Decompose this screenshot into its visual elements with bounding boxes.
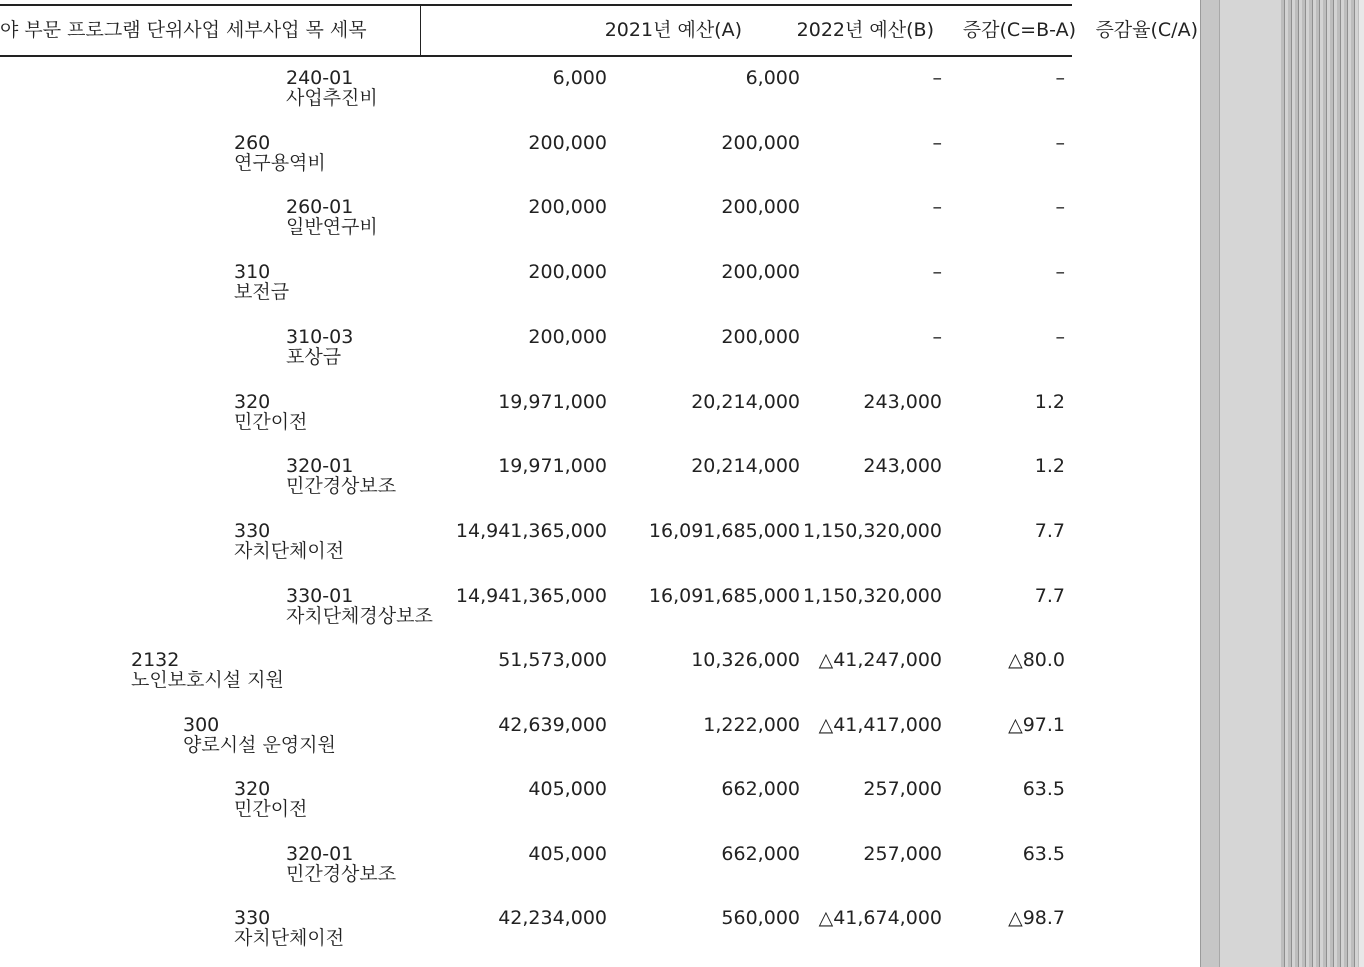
- value-2022: 1,222,000: [703, 714, 800, 736]
- table-row: [0, 456, 1072, 516]
- row-item-name: 민간이전: [234, 798, 308, 820]
- value-change: 243,000: [863, 391, 942, 413]
- value-change: 1,150,320,000: [802, 585, 942, 607]
- value-2022: 662,000: [721, 778, 800, 800]
- value-change-rate: △98.7: [1008, 907, 1065, 929]
- header-column-divider: [420, 4, 421, 56]
- panel-edge: [1359, 0, 1364, 967]
- value-2021: 19,971,000: [498, 391, 607, 413]
- value-2021: 51,573,000: [498, 649, 607, 671]
- row-item-name: 연구용역비: [234, 152, 326, 174]
- value-change-rate: 63.5: [1022, 778, 1065, 800]
- value-2022: 560,000: [721, 907, 800, 929]
- value-2021: 200,000: [528, 196, 607, 218]
- row-item-name: 민간경상보조: [286, 863, 397, 885]
- value-2021: 14,941,365,000: [455, 585, 607, 607]
- row-item-name: 양로시설 운영지원: [183, 734, 336, 756]
- table-row: [0, 327, 1072, 387]
- value-2021: 42,639,000: [498, 714, 607, 736]
- value-2021: 405,000: [528, 843, 607, 865]
- value-change: 257,000: [863, 778, 942, 800]
- row-code: 320-01: [286, 455, 354, 477]
- value-change: △41,674,000: [818, 907, 942, 929]
- header-change: 증감(C=B-A): [962, 19, 1076, 41]
- row-item-name: 자치단체경상보조: [286, 605, 433, 627]
- row-code: 320: [234, 778, 271, 800]
- row-code: 300: [183, 714, 220, 736]
- value-2021: 200,000: [528, 132, 607, 154]
- header-2022-budget: 2022년 예산(B): [796, 19, 934, 41]
- row-code: 260: [234, 132, 271, 154]
- scrollbar-grip[interactable]: [1281, 0, 1359, 967]
- table-row: [0, 779, 1072, 839]
- value-change-rate: –: [1055, 196, 1065, 218]
- row-item-name: 노인보호시설 지원: [131, 669, 284, 691]
- value-change-rate: –: [1055, 326, 1065, 348]
- value-2021: 14,941,365,000: [455, 520, 607, 542]
- viewer-scrollbar-panel[interactable]: [1200, 0, 1364, 967]
- value-change: △41,247,000: [818, 649, 942, 671]
- value-change: –: [932, 261, 942, 283]
- table-row: [0, 650, 1072, 710]
- value-change-rate: 1.2: [1034, 455, 1065, 477]
- value-change-rate: 63.5: [1022, 843, 1065, 865]
- table-row: [0, 586, 1072, 646]
- value-2022: 10,326,000: [691, 649, 800, 671]
- value-change-rate: 7.7: [1034, 520, 1065, 542]
- value-2021: 19,971,000: [498, 455, 607, 477]
- value-change-rate: △80.0: [1008, 649, 1065, 671]
- value-2021: 6,000: [552, 67, 607, 89]
- row-code: 320: [234, 391, 271, 413]
- row-code: 330: [234, 907, 271, 929]
- row-item-name: 민간경상보조: [286, 475, 397, 497]
- value-2022: 16,091,685,000: [648, 585, 800, 607]
- row-item-name: 포상금: [286, 346, 342, 368]
- value-change-rate: –: [1055, 132, 1065, 154]
- value-change: –: [932, 67, 942, 89]
- row-code: 240-01: [286, 67, 354, 89]
- table-row: [0, 392, 1072, 452]
- value-2022: 20,214,000: [691, 391, 800, 413]
- value-2021: 200,000: [528, 326, 607, 348]
- row-item-name: 민간이전: [234, 411, 308, 433]
- row-code: 310: [234, 261, 271, 283]
- table-row: [0, 908, 1072, 967]
- value-2021: 200,000: [528, 261, 607, 283]
- value-2022: 200,000: [721, 326, 800, 348]
- value-change: –: [932, 326, 942, 348]
- row-item-name: 일반연구비: [286, 216, 378, 238]
- value-2022: 200,000: [721, 261, 800, 283]
- table-row: [0, 133, 1072, 193]
- row-item-name: 자치단체이전: [234, 927, 345, 949]
- table-row: [0, 521, 1072, 581]
- value-2022: 200,000: [721, 132, 800, 154]
- table-header-rule: [0, 55, 1072, 57]
- row-code: 260-01: [286, 196, 354, 218]
- row-code: 2132: [131, 649, 180, 671]
- value-change-rate: △97.1: [1008, 714, 1065, 736]
- table-row: [0, 262, 1072, 322]
- value-change: 243,000: [863, 455, 942, 477]
- scrollbar-track[interactable]: [1219, 0, 1283, 967]
- value-2022: 16,091,685,000: [648, 520, 800, 542]
- row-code: 320-01: [286, 843, 354, 865]
- value-change-rate: 7.7: [1034, 585, 1065, 607]
- value-2021: 405,000: [528, 778, 607, 800]
- value-2022: 20,214,000: [691, 455, 800, 477]
- row-code: 330-01: [286, 585, 354, 607]
- table-row: [0, 715, 1072, 775]
- value-change-rate: 1.2: [1034, 391, 1065, 413]
- header-change-rate: 증감율(C/A): [1095, 19, 1198, 41]
- header-category-label: 야 부문 프로그램 단위사업 세부사업 목 세목: [0, 19, 367, 41]
- value-change: –: [932, 196, 942, 218]
- value-2022: 200,000: [721, 196, 800, 218]
- value-change: –: [932, 132, 942, 154]
- value-change-rate: –: [1055, 67, 1065, 89]
- row-code: 330: [234, 520, 271, 542]
- table-row: [0, 197, 1072, 257]
- row-item-name: 사업추진비: [286, 87, 378, 109]
- table-row: [0, 844, 1072, 904]
- row-item-name: 보전금: [234, 281, 290, 303]
- value-2022: 6,000: [745, 67, 800, 89]
- table-row: [0, 68, 1072, 128]
- table-top-rule: [0, 4, 1072, 6]
- row-item-name: 자치단체이전: [234, 540, 345, 562]
- value-change-rate: –: [1055, 261, 1065, 283]
- value-change: 1,150,320,000: [802, 520, 942, 542]
- row-code: 310-03: [286, 326, 354, 348]
- value-change: 257,000: [863, 843, 942, 865]
- value-change: △41,417,000: [818, 714, 942, 736]
- value-2021: 42,234,000: [498, 907, 607, 929]
- header-2021-budget: 2021년 예산(A): [604, 19, 742, 41]
- value-2022: 662,000: [721, 843, 800, 865]
